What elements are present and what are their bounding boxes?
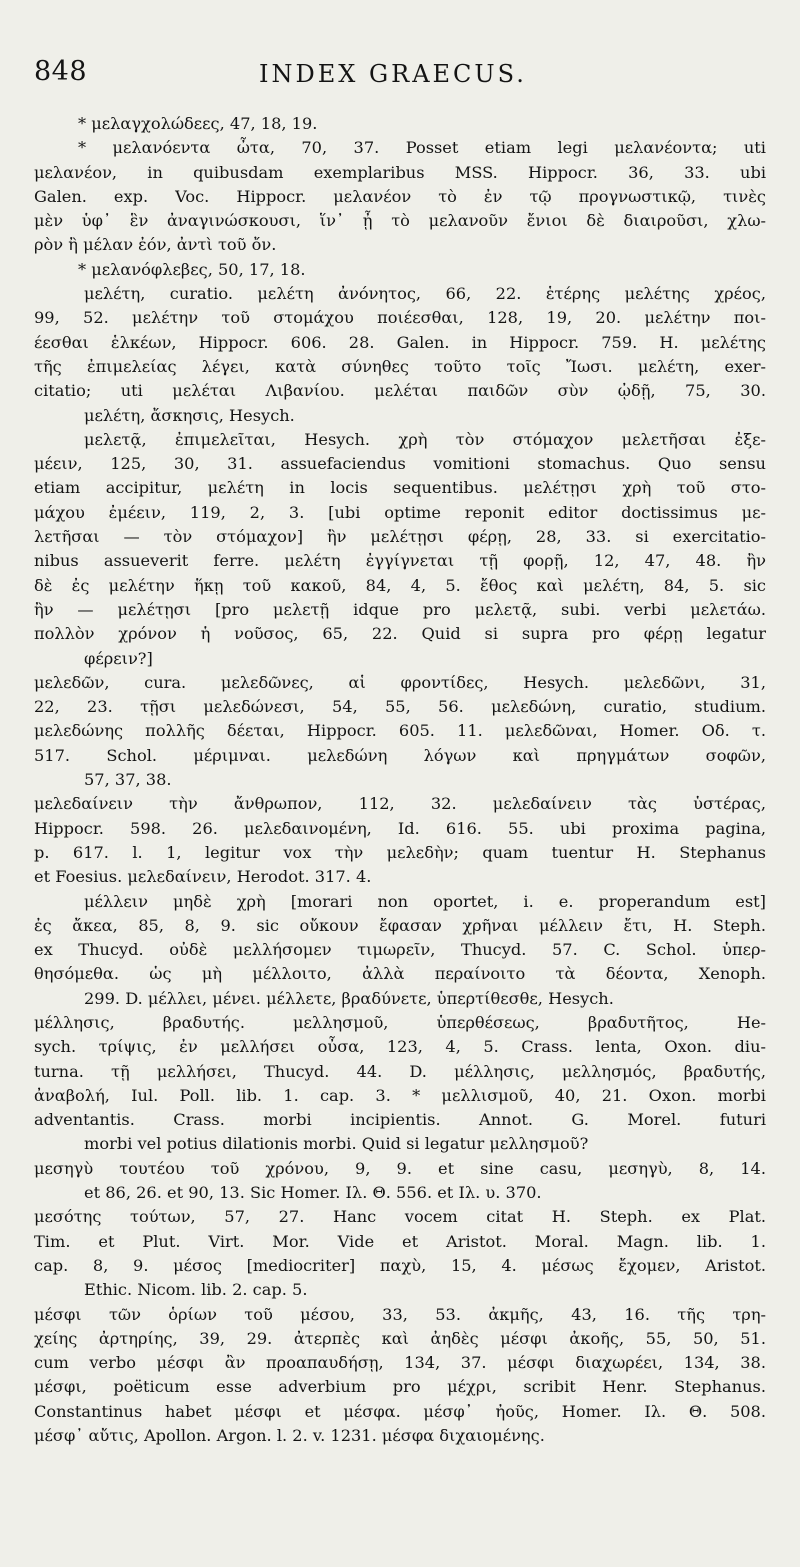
index-entries (34, 112, 766, 1557)
page-number: 848 (34, 56, 88, 87)
text-line: * μελανόφλεβες, 50, 17, 18. (78, 259, 306, 279)
text-line: Galen. exp. Voc. Hippocr. μελανέον τὸ ἐν τῷ προγνωστικῷ, τινὲς (34, 186, 766, 206)
page-header (34, 52, 766, 96)
text-line: μέσφι, poëticum esse adverbium pro μέχρι, scribit Henr. Stephanus. (34, 1377, 766, 1397)
text-line: μέλλησις, βραδυτής. μελλησμοῦ, ὑπερθέσεως, βραδυτῆτος, He- (34, 1012, 766, 1032)
text-line: Constantinus habet μέσφι et μέσφα. μέσφ᾽ ἠοῦς, Homer. Ιλ. Θ. 508. (34, 1401, 766, 1421)
text-line: p. 617. l. 1, legitur vox τὴν μελεδὴν; quam tuentur H. Stephanus (34, 842, 766, 862)
text-line: Ethic. Nicom. lib. 2. cap. 5. (84, 1280, 308, 1300)
text-line: μελεδῶν, cura. μελεδῶνες, αἱ φροντίδες, Hesych. μελεδῶνι, 31, (34, 672, 766, 692)
text-line: ἀναβολή, Iul. Poll. lib. 1. cap. 3. * μελλισμοῦ, 40, 21. Oxon. morbi (34, 1085, 766, 1105)
text-line: ρὸν ἢ μέλαν ἐόν, ἀντὶ τοῦ ὄν. (34, 235, 277, 255)
text-line: μάχου ἐμέειν, 119, 2, 3. [ubi optime reponit editor doctissimus με- (34, 502, 766, 522)
text-line: τῆς ἐπιμελείας λέγει, κατὰ σύνηθες τοῦτο τοῖς Ἴωσι. μελέτη, exer- (34, 356, 766, 376)
text-line: cum verbo μέσφι ἂν προαπαυδήσῃ, 134, 37. μέσφι διαχωρέει, 134, 38. (34, 1353, 766, 1373)
text-line: 299. D. μέλλει, μένει. μέλλετε, βραδύνετε, ὑπερτίθεσθε, Hesych. (84, 988, 614, 1008)
text-line: et Foesius. μελεδαίνειν, Herodot. 317. 4. (34, 867, 372, 887)
text-line: μελανέον, in quibusdam exemplaribus MSS. Hippocr. 36, 33. ubi (34, 162, 766, 182)
text-line: μελετᾷ, ἐπιμελεῖται, Hesych. χρὴ τὸν στόμαχον μελετῆσαι ἐξε- (84, 429, 766, 449)
text-line: citatio; uti μελέται Λιβανίου. μελέται παιδῶν σὺν ᾠδῇ, 75, 30. (34, 381, 766, 401)
text-line: μελεδώνης πολλῆς δέεται, Hippocr. 605. 11. μελεδῶναι, Homer. Οδ. τ. (34, 721, 766, 741)
text-line: ex Thucyd. οὐδὲ μελλήσομεν τιμωρεῖν, Thucyd. 57. C. Schol. ὑπερ- (34, 940, 766, 960)
text-line: ἐς ἄκεα, 85, 8, 9. sic οὔκουν ἔφασαν χρῆναι μέλλειν ἔτι, H. Steph. (34, 915, 766, 935)
text-line: cap. 8, 9. μέσος [mediocriter] παχὺ, 15, 4. μέσως ἔχομεν, Aristot. (34, 1255, 766, 1275)
text-line: μέσφ᾽ αὔτις, Apollon. Argon. l. 2. v. 1231. μέσφα διχαιομένης. (34, 1426, 545, 1446)
text-line: etiam accipitur, μελέτη in locis sequentibus. μελέτῃσι χρὴ τοῦ στο- (34, 478, 766, 498)
text-line: μέλλειν μηδὲ χρὴ [morari non oportet, i. e. properandum est] (84, 891, 766, 911)
text-line: μελέτη, curatio. μελέτη ἀνόνητος, 66, 22. ἑτέρης μελέτης χρέος, (84, 284, 766, 304)
text-line: * μελανόεντα ὦτα, 70, 37. Posset etiam legi μελανέοντα; uti (78, 138, 766, 158)
text-line: μελέτη, ἄσκησις, Hesych. (84, 405, 295, 425)
text-line: δὲ ἐς μελέτην ἥκῃ τοῦ κακοῦ, 84, 4, 5. ἔθος καὶ μελέτη, 84, 5. sic (34, 575, 766, 595)
text-line: χείης ἀρτηρίης, 39, 29. ἀτερπὲς καὶ ἀηδὲς μέσφι ἀκοῆς, 55, 50, 51. (34, 1328, 766, 1348)
text-line: et 86, 26. et 90, 13. Sic Homer. Ιλ. Θ. 556. et Ιλ. υ. 370. (84, 1183, 542, 1203)
text-line: ἢν — μελέτῃσι [pro μελετῇ idque pro μελετᾷ, subi. verbi μελετάω. (34, 599, 766, 619)
text-line: έεσθαι ἑλκέων, Hippocr. 606. 28. Galen. in Hippocr. 759. H. μελέτης (34, 332, 766, 352)
text-line: 99, 52. μελέτην τοῦ στομάχου ποιέεσθαι, 128, 19, 20. μελέτην ποι- (34, 308, 766, 328)
running-head: INDEX GRAECUS. (259, 60, 527, 88)
text-line: nibus assueverit ferre. μελέτη ἐγγίγνεται τῇ φορῇ, 12, 47, 48. ἢν (34, 551, 766, 571)
text-line: turna. τῇ μελλήσει, Thucyd. 44. D. μέλλησις, μελλησμός, βραδυτής, (34, 1061, 766, 1081)
text-line: φέρειν?] (84, 648, 153, 668)
text-line: adventantis. Crass. morbi incipientis. Annot. G. Morel. futuri (34, 1110, 766, 1130)
text-line: θησόμεθα. ὡς μὴ μέλλοιτο, ἀλλὰ περαίνοιτο τὰ δέοντα, Xenoph. (34, 964, 766, 984)
text-line: Tim. et Plut. Virt. Mor. Vide et Aristot. Moral. Magn. lib. 1. (34, 1231, 766, 1251)
text-line: μέσφι τῶν ὁρίων τοῦ μέσου, 33, 53. ἀκμῆς, 43, 16. τῆς τρη- (34, 1304, 766, 1324)
text-line: 57, 37, 38. (84, 770, 172, 790)
text-line: morbi vel potius dilationis morbi. Quid si legatur μελλησμοῦ? (84, 1134, 589, 1154)
text-line: μεσηγὺ τουτέου τοῦ χρόνου, 9, 9. et sine casu, μεσηγὺ, 8, 14. (34, 1158, 766, 1178)
text-line: Hippocr. 598. 26. μελεδαινομένη, Id. 616. 55. ubi proxima pagina, (34, 818, 766, 838)
text-line: sych. τρίψις, ἐν μελλήσει οὖσα, 123, 4, 5. Crass. lenta, Oxon. diu- (34, 1037, 766, 1057)
text-line: μεσότης τούτων, 57, 27. Hanc vocem citat H. Steph. ex Plat. (34, 1207, 766, 1227)
text-line: λετῆσαι — τὸν στόμαχον] ἢν μελέτῃσι φέρῃ, 28, 33. si exercitatio- (34, 527, 766, 547)
text-line: 517. Schol. μέριμναι. μελεδώνη λόγων καὶ πρηγμάτων σοφῶν, (34, 745, 766, 765)
text-line: μελεδαίνειν τὴν ἄνθρωπον, 112, 32. μελεδαίνειν τὰς ὑστέρας, (34, 794, 766, 814)
text-line: 22, 23. τῇσι μελεδώνεσι, 54, 55, 56. μελεδώνη, curatio, studium. (34, 697, 766, 717)
text-line: μὲν ὑφ᾽ ἓν ἀναγινώσκουσι, ἵν᾽ ᾖ τὸ μελανοῦν ἔνιοι δὲ διαιροῦσι, χλω- (34, 211, 766, 231)
text-line: πολλὸν χρόνον ἡ νοῦσος, 65, 22. Quid si supra pro φέρῃ legatur (34, 624, 766, 644)
text-line: * μελαγχολώδεες, 47, 18, 19. (78, 114, 318, 133)
text-line: μέειν, 125, 30, 31. assuefaciendus vomitioni stomachus. Quo sensu (34, 454, 766, 474)
